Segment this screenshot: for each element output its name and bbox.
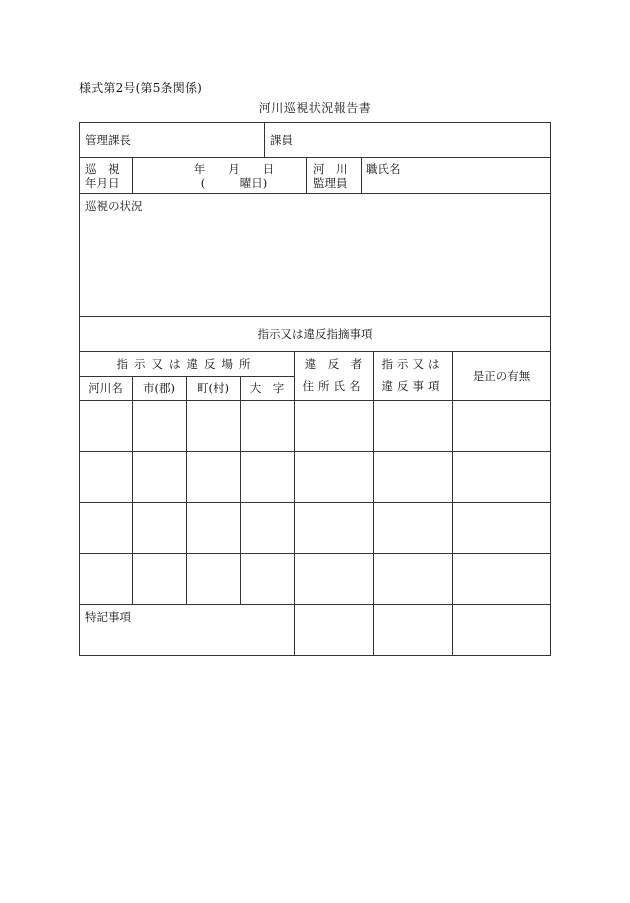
manager-label: 管理課長 [85, 133, 131, 147]
inspector-label-line2: 監理員 [313, 176, 348, 190]
special-notes-label: 特記事項 [85, 610, 131, 624]
violator-label-line2: 住所氏名 [302, 379, 365, 393]
inspector-label-line1: 河 川 [313, 162, 348, 176]
location-group-label: 指示又は違反場所 [116, 357, 257, 371]
document-title: 河川巡視状況報告書 [258, 101, 372, 115]
location-col-town: 町(村) [197, 381, 229, 395]
patrol-date-label-line2: 年月日 [85, 176, 120, 190]
report-form-table [79, 122, 551, 656]
form-id: 様式第2号(第5条関係) [79, 81, 203, 95]
location-col-city: 市(郡) [143, 381, 175, 395]
correction-label: 是正の有無 [472, 369, 531, 383]
matter-label-line1: 指示又は [381, 357, 444, 371]
location-col-district: 大 字 [249, 381, 285, 395]
job-name-label: 職氏名 [366, 162, 401, 176]
violation-section-heading: 指示又は違反指摘事項 [257, 327, 373, 341]
patrol-date-label-line1: 巡 視 [85, 162, 120, 176]
patrol-status-label: 巡視の状況 [85, 199, 143, 213]
violator-label-line1: 違 反 者 [304, 357, 363, 371]
matter-label-line2: 違反事項 [381, 379, 444, 393]
date-format-line1: 年 月 日 [193, 162, 275, 176]
date-format-line2: ( 曜日) [200, 176, 268, 190]
staff-label: 課員 [270, 133, 293, 147]
location-col-river: 河川名 [88, 381, 123, 395]
